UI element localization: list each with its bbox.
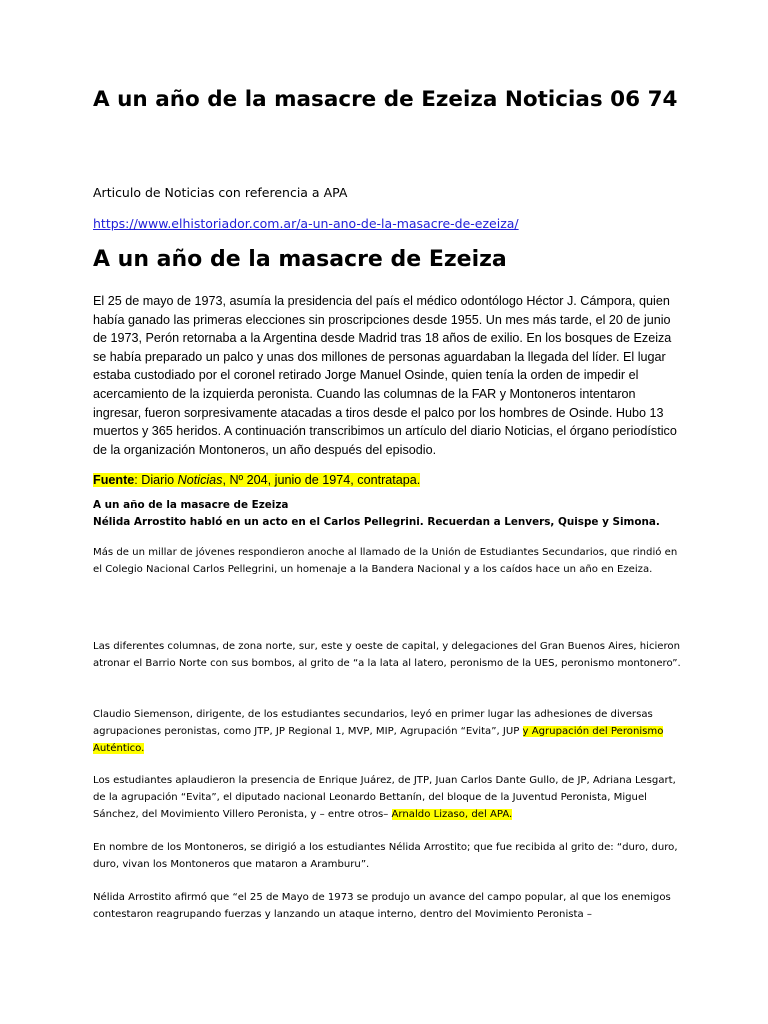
highlighted-text: y Agrupación del Peronismo Auténtico.: [93, 725, 664, 754]
document-title: A un año de la masacre de Ezeiza Noticias 06 74: [93, 87, 678, 112]
article-paragraph-text: Claudio Siemenson, dirigente, de los estudiantes secundarios, leyó en primer lugar las adhesiones de diversas agrupaciones peronistas, como JTP, JP Regional 1, MVP, MIP, Agrupación “Evita”, JUP: [93, 709, 653, 737]
article-headline-block: [93, 497, 660, 531]
article-paragraph: [93, 707, 683, 757]
highlighted-text: Arnaldo Lizaso, del APA.: [391, 808, 513, 820]
source-label: Fuente: [93, 473, 135, 487]
article-paragraph: En nombre de los Montoneros, se dirigió a los estudiantes Nélida Arrostito; que fue recibida al grito de: “duro, duro, duro, vivan los Montoneros que mataron a Aramburu”.: [93, 842, 678, 870]
document-subtitle: Articulo de Noticias con referencia a APA: [93, 185, 348, 200]
article-heading: A un año de la masacre de Ezeiza: [93, 247, 507, 272]
source-text-after: , Nº 204, junio de 1974, contratapa.: [222, 473, 421, 487]
source-text-before: : Diario: [134, 473, 178, 487]
intro-paragraph: El 25 de mayo de 1973, asumía la presidencia del país el médico odontólogo Héctor J. Cámpora, quien había ganado las primeras elecciones sin proscripciones desde 1955. Un mes más tarde, el 20 de junio de 1973, Perón retornaba a la Argentina desde Madrid tras 18 años de exilio. En los bosques de Ezeiza se había preparado un palco y unas dos millones de personas aguardaban la llegada del líder. El lugar estaba custodiado por el coronel retirado Jorge Manuel Osinde, quien tenía la orden de impedir el acercamiento de la izquierda peronista. Cuando las columnas de la FAR y Montoneros intentaron ingresar, fueron sorpresivamente atacadas a tiros desde el palco por los hombres de Osinde. Hubo 13 muertos y 365 heridos. A continuación transcribimos un artículo del diario Noticias, el órgano periodístico de la organización Montoneros, un año después del episodio.: [93, 294, 677, 457]
article-paragraph: Más de un millar de jóvenes respondieron anoche al llamado de la Unión de Estudiantes Secundarios, que rindió en el Colegio Nacional Carlos Pellegrini, un homenaje a la Bandera Nacional y a los caídos hace un año en Ezeiza.: [93, 547, 678, 575]
article-subheadline: Nélida Arrostito habló en un acto en el Carlos Pellegrini. Recuerdan a Lenvers, Quispe y Simona.: [93, 516, 660, 528]
source-citation: [93, 472, 420, 488]
source-highlight: [93, 473, 420, 487]
article-paragraph-text: Los estudiantes aplaudieron la presencia de Enrique Juárez, de JTP, Juan Carlos Dante Gullo, de JP, Adriana Lesgart, de la agrupación “Evita”, el diputado nacional Leonardo Bettanín, del bloque de la Juventud Peronista, Miguel Sánchez, del Movimiento Villero Peronista, y – entre otros–: [93, 775, 676, 820]
source-newspaper: Noticias: [177, 473, 223, 487]
source-link[interactable]: https://www.elhistoriador.com.ar/a-un-ano-de-la-masacre-de-ezeiza/: [93, 216, 519, 231]
article-paragraph: [93, 773, 683, 823]
article-headline: A un año de la masacre de Ezeiza: [93, 499, 289, 511]
article-paragraph: Nélida Arrostito afirmó que “el 25 de Mayo de 1973 se produjo un avance del campo popular, al que los enemigos contestaron reagrupando fuerzas y lanzando un ataque interno, dentro del Movimiento Peronista –: [93, 892, 671, 920]
article-paragraph: Las diferentes columnas, de zona norte, sur, este y oeste de capital, y delegaciones del Gran Buenos Aires, hicieron atronar el Barrio Norte con sus bombos, al grito de “a la lata al latero, peronismo de la UES, peronismo montonero”.: [93, 641, 681, 669]
